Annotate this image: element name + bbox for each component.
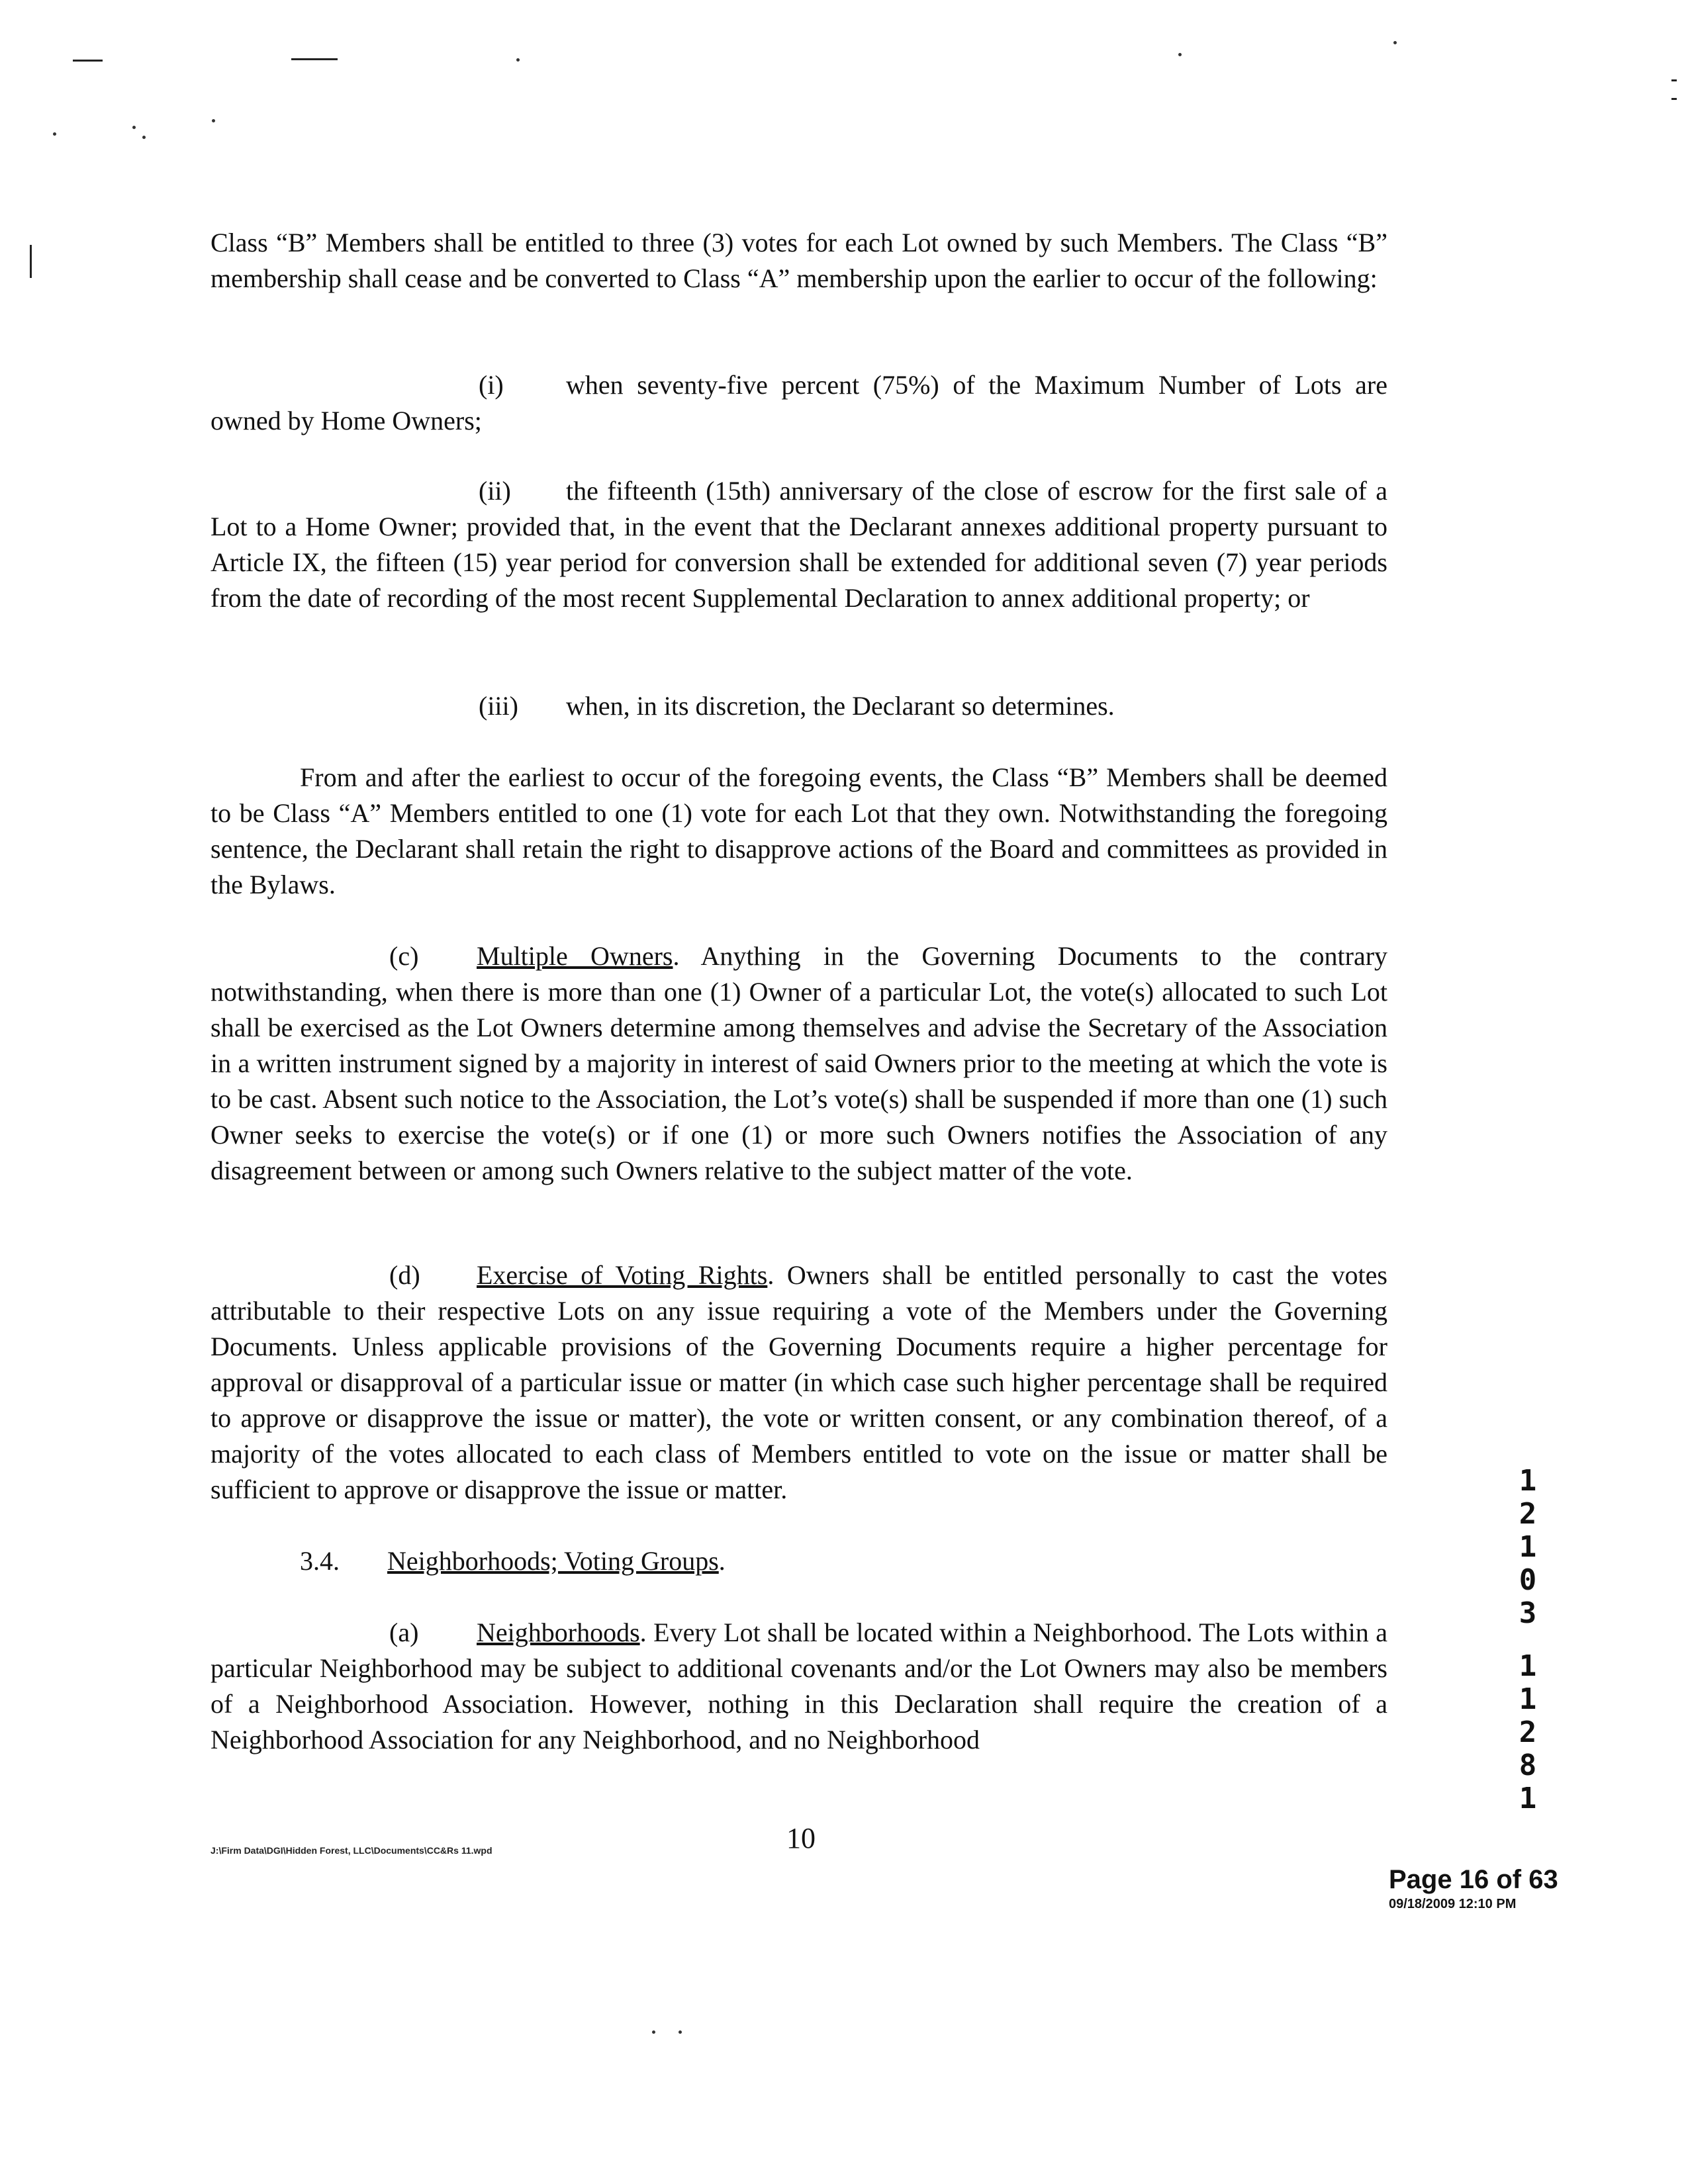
scan-mark: [73, 60, 103, 62]
scan-mark: [1671, 79, 1677, 81]
item-number: (d): [389, 1260, 420, 1290]
item-number: (a): [389, 1617, 419, 1647]
item-number: (ii): [479, 476, 511, 506]
item-number: (i): [479, 370, 504, 400]
paragraph-conversion: From and after the earliest to occur of the foregoing events, the Class “B” Members shall be deemed to be Class “A” Members entitled to one (1) vote for each Lot that they own. Notwithstanding the foregoing sentence, the Declarant shall retain the right to disapprove actions of the Board and committees as provided in the Bylaws.: [211, 762, 1387, 899]
section-3-4-heading: 3.4. Neighborhoods; Voting Groups.: [211, 1543, 1387, 1579]
stamp-digit: 2: [1519, 1497, 1537, 1531]
scan-dot: [1393, 41, 1397, 44]
section-number: 3.4.: [300, 1546, 340, 1576]
scan-dot: [1178, 53, 1182, 56]
stamp-digit: 2: [1519, 1715, 1537, 1749]
stamp-digit: 3: [1519, 1596, 1537, 1630]
scan-dot: [53, 132, 56, 136]
section-heading: Neighborhoods: [477, 1617, 640, 1647]
item-number: (iii): [479, 691, 518, 721]
stamp-digit: 0: [1519, 1563, 1537, 1597]
section-heading: Exercise of Voting Rights: [477, 1260, 768, 1290]
paragraph-class-b-votes: Class “B” Members shall be entitled to three (3) votes for each Lot owned by such Members. The Class “B” membership shall cease and be converted to Class “A” membership upon the earlier to occur of the following:: [211, 228, 1387, 293]
paragraph-item-ii: (ii) the fifteenth (15th) anniversary of the close of escrow for the first sale of a Lot to a Home Owner; provided that, in the event that the Declarant annexes additional property pursuant to Article IX, the fifteen (15) year period for conversion shall be extended for additional seven (7) year periods from the date of recording of the most recent Supplemental Declaration to annex additional property; or: [211, 473, 1387, 616]
stamp-digit: 1: [1519, 1464, 1537, 1498]
paragraph-multiple-owners: (c) Multiple Owners. Anything in the Governing Documents to the contrary notwithstanding, when there is more than one (1) Owner of a particular Lot, the vote(s) allocated to such Lot shall be exercised as the Lot Owners determine among themselves and advise the Secretary of the Association in a written instrument signed by a majority in interest of said Owners prior to the meeting at which the vote is to be cast. Absent such notice to the Association, the Lot’s vote(s) shall be suspended if more than one (1) such Owner seeks to exercise the vote(s) or if one (1) or more such Owners notifies the Association of any disagreement between or among such Owners relative to the subject matter of the vote.: [211, 938, 1387, 1189]
scan-dot: [652, 2030, 655, 2034]
stamp-digit: 1: [1519, 1682, 1537, 1716]
paragraph-item-i: (i) when seventy-five percent (75%) of the Maximum Number of Lots are owned by Home Owners;: [211, 367, 1387, 439]
paragraph-neighborhoods: (a) Neighborhoods. Every Lot shall be located within a Neighborhood. The Lots within a particular Neighborhood may be subject to additional covenants and/or the Lot Owners may also be members of a Neighborhood Association. However, nothing in this Declaration shall require the creation of a Neighborhood Association for any Neighborhood, and no Neighborhood: [211, 1615, 1387, 1758]
print-timestamp: 09/18/2009 12:10 PM: [1389, 1897, 1517, 1911]
scan-mark: [1671, 98, 1677, 100]
scan-mark: [30, 245, 32, 278]
stamp-digit: 1: [1519, 1649, 1537, 1683]
stamp-digit: 1: [1519, 1530, 1537, 1564]
document-file-path: J:\Firm Data\DGI\Hidden Forest, LLC\Documents\CC&Rs 11.wpd: [211, 1845, 492, 1856]
section-heading: Multiple Owners: [477, 941, 673, 971]
scan-dot: [212, 119, 215, 122]
scan-dot: [142, 136, 146, 139]
page-number: 10: [786, 1822, 816, 1854]
page-count-label: Page 16 of 63: [1389, 1865, 1558, 1894]
scan-mark: [291, 58, 338, 60]
item-number: (c): [389, 941, 419, 971]
paragraph-item-iii: (iii) when, in its discretion, the Declarant so determines.: [211, 688, 1387, 724]
scan-dot: [679, 2030, 682, 2034]
paragraph-exercise-voting-rights: (d) Exercise of Voting Rights. Owners shall be entitled personally to cast the votes attributable to their respective Lots on any issue requiring a vote of the Members under the Governing Documents. Unless applicable provisions of the Governing Documents require a higher percentage for approval or disapproval of a particular issue or matter (in which case such higher percentage shall be required to approve or disapprove the issue or matter), the vote or written consent, or any combination thereof, of a majority of the votes allocated to each class of Members entitled to vote on the issue or matter shall be sufficient to approve or disapprove the issue or matter.: [211, 1257, 1387, 1508]
scan-dot: [516, 58, 520, 62]
scan-dot: [132, 126, 136, 129]
section-heading: Neighborhoods; Voting Groups: [387, 1546, 719, 1576]
stamp-digit: 1: [1519, 1782, 1537, 1815]
stamp-digit: 8: [1519, 1749, 1537, 1782]
